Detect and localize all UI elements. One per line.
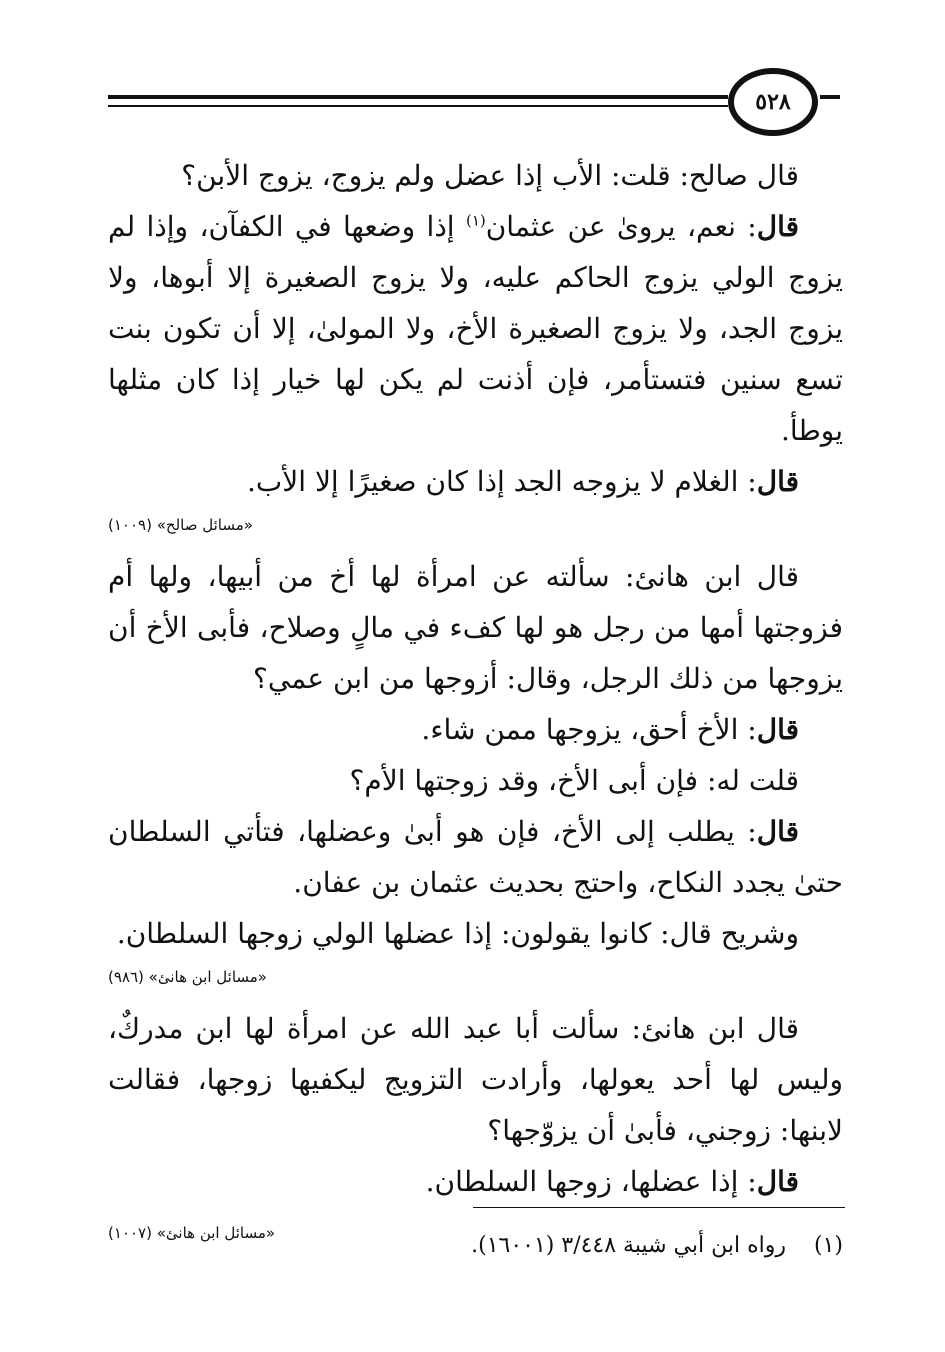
footnote [471, 1226, 843, 1266]
header-rule-thin [108, 105, 728, 107]
paragraph-5: قال: الأخ أحق، يزوجها ممن شاء. [421, 713, 799, 746]
paragraph-2: قال: نعم، يروىٰ عن عثمان$^{(١)}$ إذا وضعها في الكفآن، وإذا لم يزوج الولي يزوج الحاكم عليه، ولا يزوج الصغيرة إلا أبوها، ولا يزوج الجد، ولا يزوج الصغيرة الأخ، ولا المولىٰ، إلا أن تكون بنت تسع سنين فتستأمر، فإن أذنت لم يكن لها خيار إذا كان مثلها يوطأ. [108, 210, 843, 447]
footnote-number: (١) [813, 1233, 843, 1258]
page-number: ٥٢٨ [728, 68, 818, 136]
paragraph-9: قال ابن هانئ: سألت أبا عبد الله عن امرأة لها ابن مدركٌ، وليس لها أحد يعولها، وأرادت التزويج ليكفيها زوجها، فقالت لابنها: زوجني، فأبىٰ أن يزوّجها؟ [108, 1012, 843, 1147]
paragraph-10: قال: إذا عضلها، زوجها السلطان. [425, 1165, 799, 1198]
source-citation: «مسائل ابن هانئ» (١٠٠٧) [108, 1224, 276, 1242]
paragraph-3: قال: الغلام لا يزوجه الجد إذا كان صغيرًا إلا الأب. [247, 465, 799, 498]
paragraph-6: قلت له: فإن أبى الأخ، وقد زوجتها الأم؟ [349, 764, 799, 797]
lead-word: قال [756, 210, 799, 243]
header-rule-right [820, 95, 840, 99]
lead-word: قال [756, 713, 799, 746]
footnote-divider [473, 1207, 845, 1208]
paragraph-4: قال ابن هانئ: سألته عن امرأة لها أخ من أبيها، ولها أم فزوجتها أمها من رجل هو لها كفء في مالٍ وصلاح، فأبى الأخ أن يزوجها من ذلك الرجل، وقال: أزوجها من ابن عمي؟ [108, 560, 843, 695]
header-rule-thick [108, 95, 728, 99]
paragraph-1: قال صالح: قلت: الأب إذا عضل ولم يزوج، يزوج الأبن؟ [181, 159, 799, 192]
paragraph-7: قال: يطلب إلى الأخ، فإن هو أبىٰ وعضلها، فتأتي السلطان حتىٰ يجدد النكاح، واحتج بحديث عثمان بن عفان. [108, 815, 843, 899]
footnote-ref: (١) [465, 211, 486, 230]
footnote-text: رواه ابن أبي شيبة ٣/٤٤٨ (١٦٠٠١). [471, 1233, 786, 1258]
lead-word: قال [756, 465, 799, 498]
source-citation: «مسائل ابن هانئ» (٩٨٦) [108, 968, 267, 986]
paragraph-8: وشريح قال: كانوا يقولون: إذا عضلها الولي زوجها السلطان. [116, 917, 799, 950]
lead-word: قال [756, 815, 799, 848]
lead-word: قال [756, 1165, 799, 1198]
page-header [0, 60, 945, 150]
page-body [108, 150, 843, 1251]
source-citation: «مسائل صالح» (١٠٠٩) [108, 516, 253, 534]
